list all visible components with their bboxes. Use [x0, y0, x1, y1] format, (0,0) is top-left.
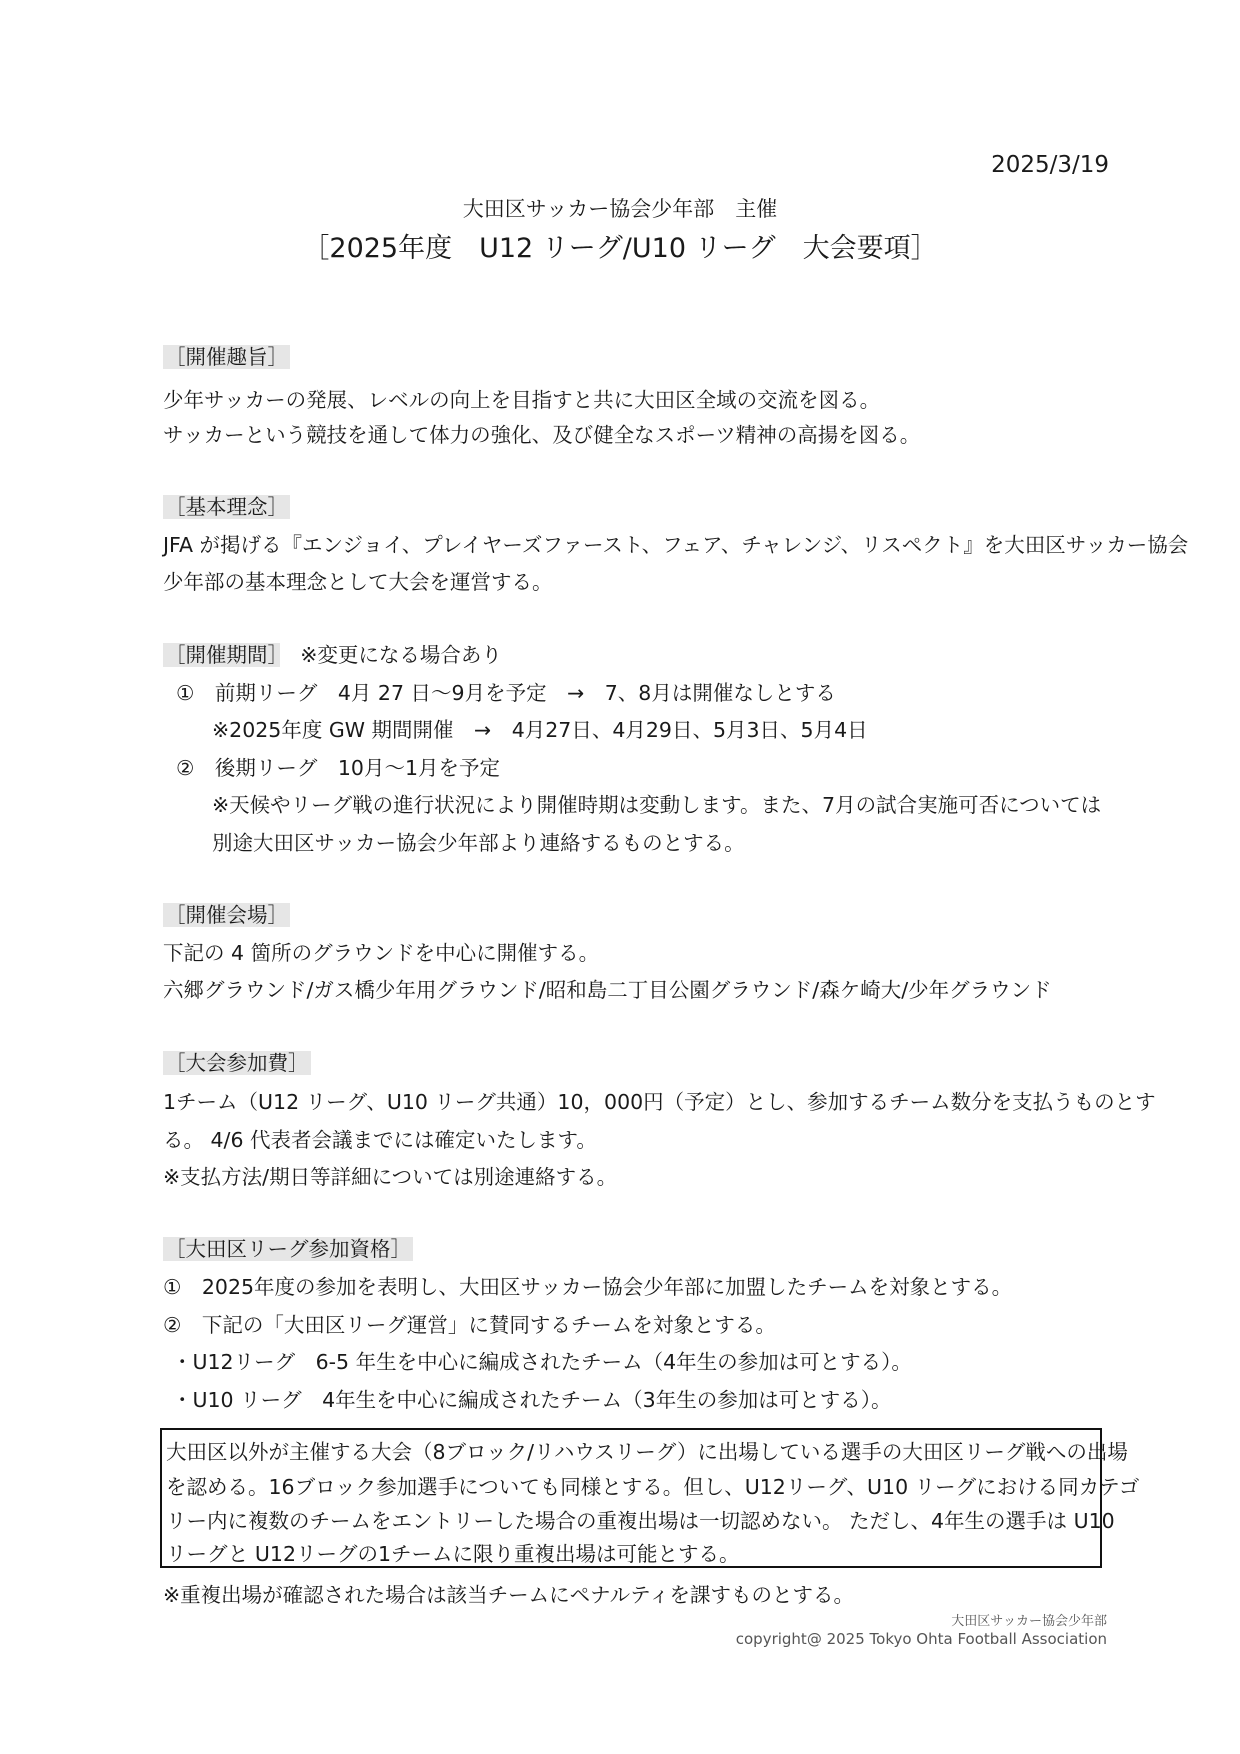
eligibility-line: ② 下記の「大田区リーグ運営」に賛同するチームを対象とする。: [163, 1313, 776, 1337]
eligibility-line: ・U10 リーグ 4年生を中心に編成されたチーム（3年生の参加は可とする）。: [172, 1388, 892, 1412]
philosophy-line: JFA が掲げる『エンジョイ、プレイヤーズファースト、フェア、チャレンジ、リスペクト』を大田区サッカー協会: [163, 533, 1189, 557]
fee-line: る。 4/6 代表者会議までには確定いたします。: [163, 1128, 597, 1152]
section-heading-philosophy: ［基本理念］: [165, 495, 288, 519]
rule-box-line: 大田区以外が主催する大会（8ブロック/リハウスリーグ）に出場している選手の大田区リーグ戦への出場: [166, 1440, 1128, 1464]
period-note: ※変更になる場合あり: [300, 643, 502, 667]
philosophy-line: 少年部の基本理念として大会を運営する。: [163, 570, 553, 594]
section-heading-venue: ［開催会場］: [165, 903, 288, 927]
section-heading-fee: ［大会参加費］: [165, 1051, 309, 1075]
venue-line: 下記の 4 箇所のグラウンドを中心に開催する。: [163, 941, 600, 965]
period-line: 別途大田区サッカー協会少年部より連絡するものとする。: [212, 831, 745, 855]
purpose-line: 少年サッカーの発展、レベルの向上を目指すと共に大田区全域の交流を図る。: [163, 388, 881, 412]
organizer-line: 大田区サッカー協会少年部 主催: [462, 197, 778, 221]
penalty-note: ※重複出場が確認された場合は該当チームにペナルティを課すものとする。: [163, 1583, 855, 1607]
fee-line: ※支払方法/期日等詳細については別途連絡する。: [163, 1165, 618, 1189]
period-line: ② 後期リーグ 10月～1月を予定: [176, 756, 501, 780]
footer-copyright: copyright@ 2025 Tokyo Ohta Football Association: [735, 1630, 1107, 1648]
rule-box-line: リー内に複数のチームをエントリーした場合の重複出場は一切認めない。 ただし、4年生の選手は U10: [166, 1509, 1115, 1533]
period-line: ※2025年度 GW 期間開催 → 4月27日、4月29日、5月3日、5月4日: [212, 718, 868, 742]
purpose-line: サッカーという競技を通して体力の強化、及び健全なスポーツ精神の高揚を図る。: [163, 423, 921, 447]
period-line: ① 前期リーグ 4月 27 日～9月を予定 → 7、8月は開催なしとする: [176, 681, 836, 705]
rule-box-line: リーグと U12リーグの1チームに限り重複出場は可能とする。: [166, 1542, 740, 1566]
rule-box-line: を認める。16ブロック参加選手についても同様とする。但し、U12リーグ、U10 リーグにおける同カテゴ: [166, 1475, 1140, 1499]
section-heading-period: ［開催期間］ ※変更になる場合あり: [165, 643, 502, 667]
section-heading-eligibility: ［大田区リーグ参加資格］: [165, 1237, 411, 1261]
eligibility-line: ① 2025年度の参加を表明し、大田区サッカー協会少年部に加盟したチームを対象とする。: [163, 1275, 1013, 1299]
footer-org: 大田区サッカー協会少年部: [951, 1614, 1107, 1629]
document-date: 2025/3/19: [991, 152, 1109, 178]
duplicate-entry-rule-box: [160, 1428, 1140, 1568]
document-title: ［2025年度 U12 リーグ/U10 リーグ 大会要項］: [302, 233, 938, 264]
fee-line: 1チーム（U12 リーグ、U10 リーグ共通）10，000円（予定）とし、参加するチーム数分を支払うものとす: [163, 1090, 1156, 1114]
section-heading-purpose: ［開催趣旨］: [165, 345, 288, 369]
venue-line: 六郷グラウンド/ガス橋少年用グラウンド/昭和島二丁目公園グラウンド/森ケ崎大/少年グラウンド: [163, 978, 1052, 1002]
period-line: ※天候やリーグ戦の進行状況により開催時期は変動します。また、7月の試合実施可否については: [212, 793, 1102, 817]
eligibility-line: ・U12リーグ 6-5 年生を中心に編成されたチーム（4年生の参加は可とする）。: [172, 1350, 912, 1374]
